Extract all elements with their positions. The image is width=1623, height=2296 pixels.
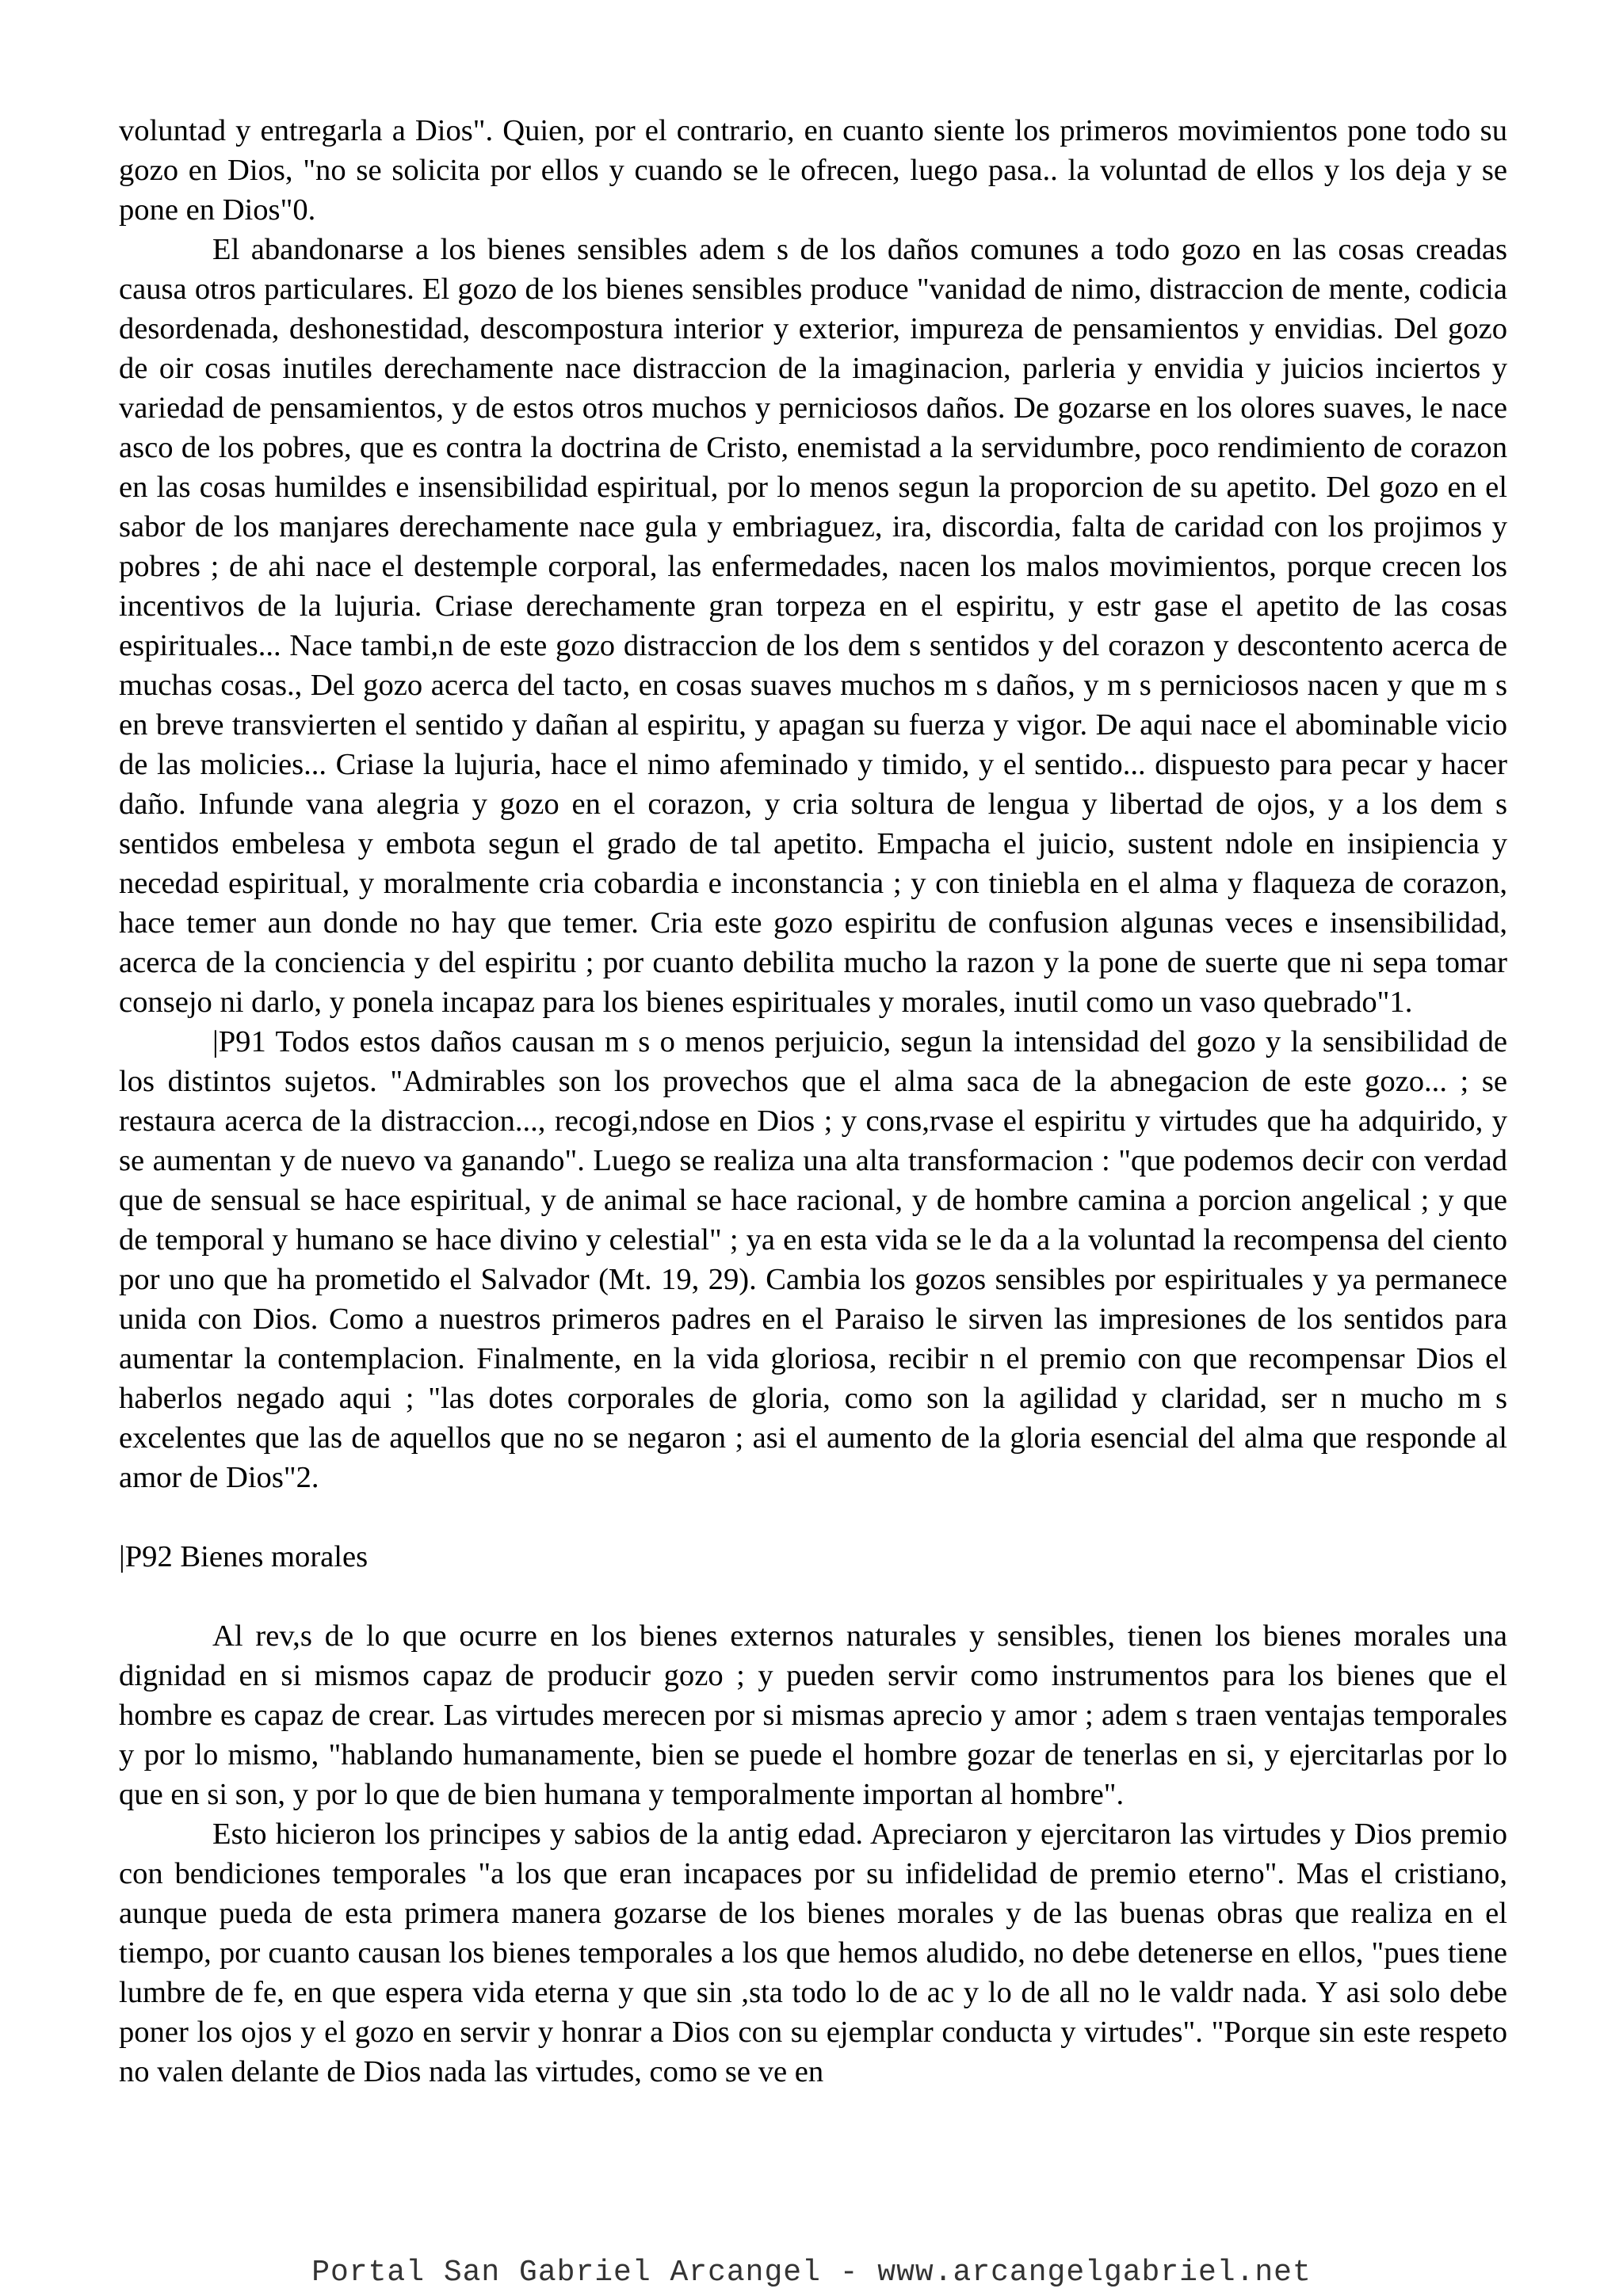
paragraph-3: |P91 Todos estos daños causan m s o menos perjuicio, segun la intensidad del gozo y la sensibilidad de los distintos sujetos. "Admirables son los provechos que el alma saca de la abnegacion de este gozo... ; se restaura acerca de la distraccion..., recogi,ndose en Dios ; y cons,rvase el espiritu y virtudes que ha adquirido, y se aumentan y de nuevo va ganando". Luego se realiza una alta transformacion : "que podemos decir con verdad que de sensual se hace espiritual, y de animal se hace racional, y de hombre camina a porcion angelical ; y que de temporal y humano se hace divino y celestial" ; ya en esta vida se le da a la voluntad la recompensa del ciento por uno que ha prometido el Salvador (Mt. 19, 29). Cambia los gozos sensibles por espirituales y ya permanece unida con Dios. Como a nuestros primeros padres en el Paraiso le sirven las impresiones de los sentidos para aumentar la contemplacion. Finalmente, en la vida gloriosa, recibir n el premio con que recompensar Dios el haberlos negado aqui ; "las dotes corporales de gloria, como son la agilidad y claridad, ser n mucho m s excelentes que las de aquellos que no se negaron ; asi el aumento de la gloria esencial del alma que responde al amor de Dios"2. <box>119 1025 1507 1494</box>
paragraph-4: Al rev,s de lo que ocurre en los bienes externos naturales y sensibles, tienen los bienes morales una dignidad en si mismos capaz de producir gozo ; y pueden servir como instrumentos para los bienes que el hombre es capaz de crear. Las virtudes merecen por si mismas aprecio y amor ; adem s traen ventajas temporales y por lo mismo, "hablando humanamente, bien se puede el hombre gozar de tenerlas en si, y ejercitarlas por lo que en si son, y por lo que de bien humana y temporalmente importan al hombre". <box>119 1619 1507 1811</box>
document-body <box>119 111 1507 2092</box>
paragraph-1: voluntad y entregarla a Dios". Quien, por el contrario, en cuanto siente los primeros movimientos pone todo su gozo en Dios, "no se solicita por ellos y cuando se le ofrecen, luego pasa.. la voluntad de ellos y los deja y se pone en Dios"0. <box>119 114 1507 227</box>
page-footer: Portal San Gabriel Arcangel - www.arcangelgabriel.net <box>311 2256 1312 2290</box>
section-heading: |P92 Bienes morales <box>119 1540 369 1573</box>
paragraph-2: El abandonarse a los bienes sensibles adem s de los daños comunes a todo gozo en las cosas creadas causa otros particulares. El gozo de los bienes sensibles produce "vanidad de nimo, distraccion de mente, codicia desordenada, deshonestidad, descompostura interior y exterior, impureza de pensamientos y envidias. Del gozo de oir cosas inutiles derechamente nace distraccion de la imaginacion, parleria y envidia y juicios inciertos y variedad de pensamientos, y de estos otros muchos y perniciosos daños. De gozarse en los olores suaves, le nace asco de los pobres, que es contra la doctrina de Cristo, enemistad a la servidumbre, poco rendimiento de corazon en las cosas humildes e insensibilidad espiritual, por lo menos segun la proporcion de su apetito. Del gozo en el sabor de los manjares derechamente nace gula y embriaguez, ira, discordia, falta de caridad con los projimos y pobres ; de ahi nace el destemple corporal, las enfermedades, nacen los malos movimientos, porque crecen los incentivos de la lujuria. Criase derechamente gran torpeza en el espiritu, y estr gase el apetito de las cosas espirituales... Nace tambi,n de este gozo distraccion de los dem s sentidos y del corazon y descontento acerca de muchas cosas., Del gozo acerca del tacto, en cosas suaves muchos m s daños, y m s perniciosos nacen y que m s en breve transvierten el sentido y dañan al espiritu, y apagan su fuerza y vigor. De aqui nace el abominable vicio de las molicies... Criase la lujuria, hace el nimo afeminado y timido, y el sentido... dispuesto para pecar y hacer daño. Infunde vana alegria y gozo en el corazon, y cria soltura de lengua y libertad de ojos, y a los dem s sentidos embelesa y embota segun el grado de tal apetito. Empacha el juicio, sustent ndole en insipiencia y necedad espiritual, y moralmente cria cobardia e inconstancia ; y con tiniebla en el alma y flaqueza de corazon, hace temer aun donde no hay que temer. Cria este gozo espiritu de confusion algunas veces e insensibilidad, acerca de la conciencia y del espiritu ; por cuanto debilita mucho la razon y la pone de suerte que ni sepa tomar consejo ni darlo, y ponela incapaz para los bienes espirituales y morales, inutil como un vaso quebrado"1. <box>119 233 1507 1019</box>
paragraph-5: Esto hicieron los principes y sabios de la antig edad. Apreciaron y ejercitaron las virtudes y Dios premio con bendiciones temporales "a los que eran incapaces por su infidelidad de premio eterno". Mas el cristiano, aunque pueda de esta primera manera gozarse de los bienes morales y de las buenas obras que realiza en el tiempo, por cuanto causan los bienes temporales a los que hemos aludido, no debe detenerse en ellos, "pues tiene lumbre de fe, en que espera vida eterna y que sin ,sta todo lo de ac y lo de all no le valdr nada. Y asi solo debe poner los ojos y el gozo en servir y honrar a Dios con su ejemplar conducta y virtudes". "Porque sin este respeto no valen delante de Dios nada las virtudes, como se ve en <box>119 1817 1507 2088</box>
